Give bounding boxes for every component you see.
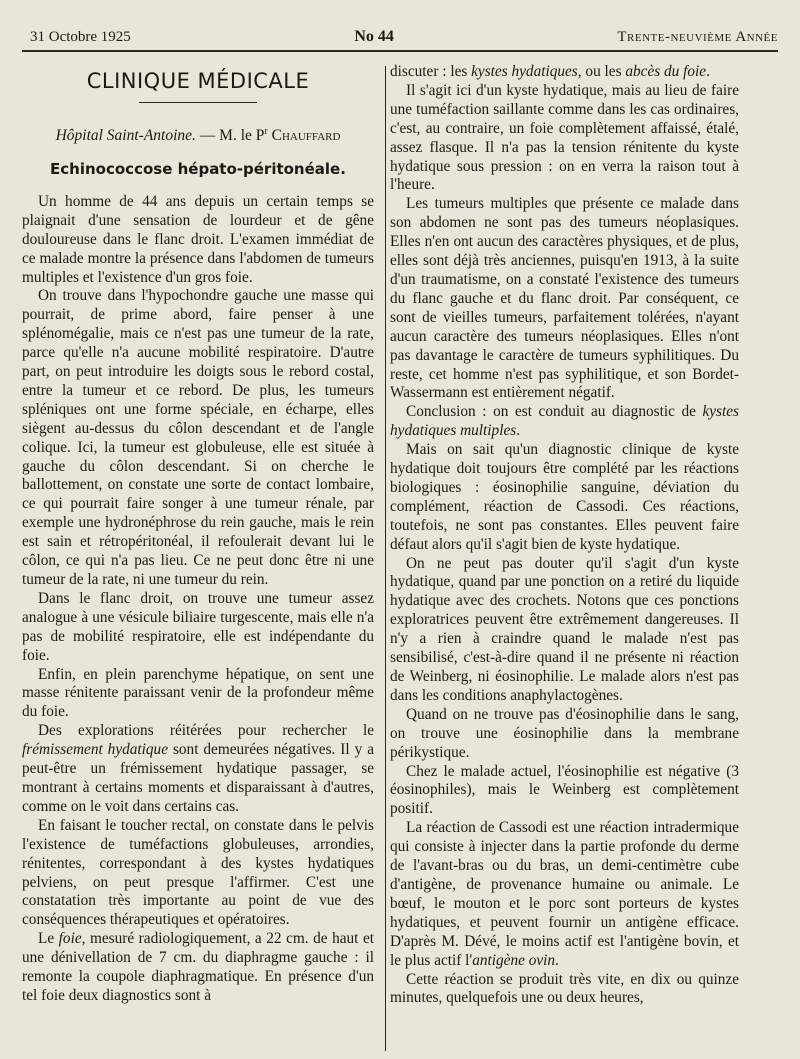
italic-term: frémissement hydatique (22, 741, 168, 759)
paragraph: Enfin, en plein parenchyme hépatique, on sent une masse rénitente paraissant venir de la profondeur même du foie. (22, 665, 374, 721)
text: . (555, 951, 559, 969)
title-rule (139, 102, 257, 103)
text: Conclusion : on est conduit au diagnostic de (406, 403, 703, 421)
paragraph: Les tumeurs multiples que présente ce malade dans son abdomen ne sont pas des tumeurs néoplasiques. Elles n'en ont aucun des caractères physiques, et de plus, elles sont déjà très anciennes, puisqu'en 1913, à la suite d'un traumatisme, on a constaté l'existence des tumeurs du flanc gauche et du flanc droit. Par conséquent, ce sont de vieilles tumeurs, parfaitement tolérées, n'ayant aucun caractère des tumeurs néoplasiques. Elles n'ont pas davantage le caractère de tumeurs syphilitiques. Du reste, cet homme n'est pas syphilitique, et son Bordet-Wassermann est entièrement négatif. (390, 195, 739, 402)
paragraph-foie (22, 930, 374, 1006)
text: , ou les (577, 63, 626, 80)
italic-term: abcès du foie (625, 63, 707, 80)
running-header (30, 26, 778, 48)
issue-date: 31 Octobre 1925 (30, 28, 131, 45)
byline-sup: r (264, 125, 268, 137)
paragraph: Quand on ne trouve pas d'éosinophilie dans le sang, on trouve une éosinophilie dans la membrane périkystique. (390, 705, 739, 761)
italic-term: kystes hydatiques multiples (390, 403, 739, 440)
paragraph-cassodi (390, 819, 739, 970)
volume-year: Trente-neuvième Année (617, 28, 778, 45)
text: . (706, 63, 710, 80)
paragraph: En faisant le toucher rectal, on constate dans le pelvis l'existence de tuméfactions globuleuses, arrondies, rénitentes, correspondant à des kystes hydatiques pelviens, on peut presque l'affirmer. C'est une constatation très importante au point de vue des conséquences thérapeutiques et opératoires. (22, 816, 374, 929)
italic-term: antigène ovin (472, 951, 556, 969)
text: . (516, 422, 521, 440)
text: Des explorations réitérées pour rechercher le (38, 722, 374, 740)
paragraph-continued (390, 63, 739, 82)
hospital-byline (22, 123, 374, 146)
paragraph: Dans le flanc droit, on trouve une tumeur assez analogue à une vésicule biliaire turgescente, mais elle n'a pas de mobilité respiratoire, elle est indépendante du foie. (22, 589, 374, 664)
paragraph: On ne peut pas douter qu'il s'agit d'un kyste hydatique, quand par une ponction on a retiré du liquide hydatique avec des crochets. Notons que ces ponctions exploratrices peuvent être extrêmement dangereuses. Il n'y a rien à craindre quand le malade n'est pas sensibilisé, c'est-à-dire quand il ne présente ni réaction de Weinberg, ni éosinophilie. Le malade alors n'est pas dans les conditions anaphylactogènes. (390, 554, 739, 704)
text: sont demeurées négatives. Il y a peut-être un frémissement hydatique passager, se montrant à certains moments et disparaissant à d'autres, comme on le voit dans certains cas. (22, 741, 374, 815)
text: La réaction de Cassodi est une réaction intradermique qui consiste à injecter dans la partie profonde du derme de l'avant-bras ou du bras, un demi-centimètre cube d'antigène, de provenance humaine ou animale. Le bœuf, le mouton et le porc sont porteurs de kystes hydatiques, et peuvent fournir un antigène efficace. D'après M. Dévé, le moins actif est l'antigène bovin, et le plus actif l' (390, 819, 739, 969)
header-rule (22, 50, 778, 52)
paragraph: On trouve dans l'hypochondre gauche une masse qui pourrait, de prime abord, faire penser à une splénomégalie, mais ce n'est pas une tumeur de la rate, parce qu'elle n'a aucune mobilité respiratoire. D'autre part, on peut introduire les doigts sous le rebord costal, entre la tumeur et ce rebord. De plus, les tumeurs spléniques ont une forme spéciale, en écharpe, elles siègent au-dessus du côlon descendant et de l'angle colique. Ici, la tumeur est globuleuse, elle est située à gauche du côlon descendant. Si on cherche le ballottement, on constate une sorte de contact lombaire, ce qui pourrait faire songer à une tumeur rénale, par exemple une hydronéphrose du rein gauche, mais le rein est sain et rétropéritonéal, il refoulerait devant lui le côlon, ce qui n'a pas lieu. Ce ne peut donc être ni une tumeur de la rate, ni une tumeur du rein. (22, 287, 374, 588)
professor-name: Chauffard (267, 127, 341, 145)
paragraph: Cette réaction se produit très vite, en dix ou quinze minutes, quelquefois une ou deux heures, (390, 970, 739, 1007)
paragraph: Chez le malade actuel, l'éosinophilie est négative (3 éosinophiles), mais le Weinberg est complètement positif. (390, 762, 739, 818)
text: Le (38, 930, 59, 948)
text: , mesuré radiologiquement, a 22 cm. de haut et une dénivellation de 7 cm. du diaphragme gauche : il remonte la coupole diaphragmatique. En présence d'un tel foie deux diagnostics sont à (22, 930, 374, 1004)
paragraph-conclusion (390, 403, 739, 441)
paragraph: Un homme de 44 ans depuis un certain temps se plaignait d'une sensation de lourdeur et de gêne douloureuse dans le flanc droit. L'examen immédiat de ce malade montre la présence dans l'abdomen de tumeurs multiples et l'existence d'un gros foie. (22, 192, 374, 286)
article-subject: Echinococcose hépato-péritonéale. (50, 159, 346, 178)
section-title: CLINIQUE MÉDICALE (86, 69, 310, 93)
hospital-place: Hôpital Saint-Antoine. (55, 127, 196, 145)
right-column (390, 63, 739, 1008)
paragraph: Il s'agit ici d'un kyste hydatique, mais au lieu de faire une tuméfaction saillante comme dans les cas ordinaires, c'est, au contraire, un foie complètement affaissé, étalé, assez flasque. Il n'a pas la tension rénitente du kyste hydatique sous pression : on en verra la raison tout à l'heure. (390, 81, 739, 194)
left-column (22, 66, 374, 1006)
italic-term: kystes hydatiques (471, 63, 578, 80)
text: discuter : les (390, 63, 472, 80)
paragraph: Mais on sait qu'un diagnostic clinique de kyste hydatique doit toujours être complété par les réactions biologiques : éosinophilie sanguine, déviation du complément, réaction de Cassodi. Ces réactions, toutefois, ne sont pas constantes. Elles peuvent faire défaut alors qu'il s'agit bien de kyste hydatique. (390, 441, 739, 553)
byline-prefix: — M. le P (195, 127, 265, 145)
paragraph-fremissement (22, 722, 374, 817)
issue-number: No 44 (354, 28, 394, 45)
italic-term: foie (58, 930, 82, 948)
column-divider (385, 66, 386, 1051)
